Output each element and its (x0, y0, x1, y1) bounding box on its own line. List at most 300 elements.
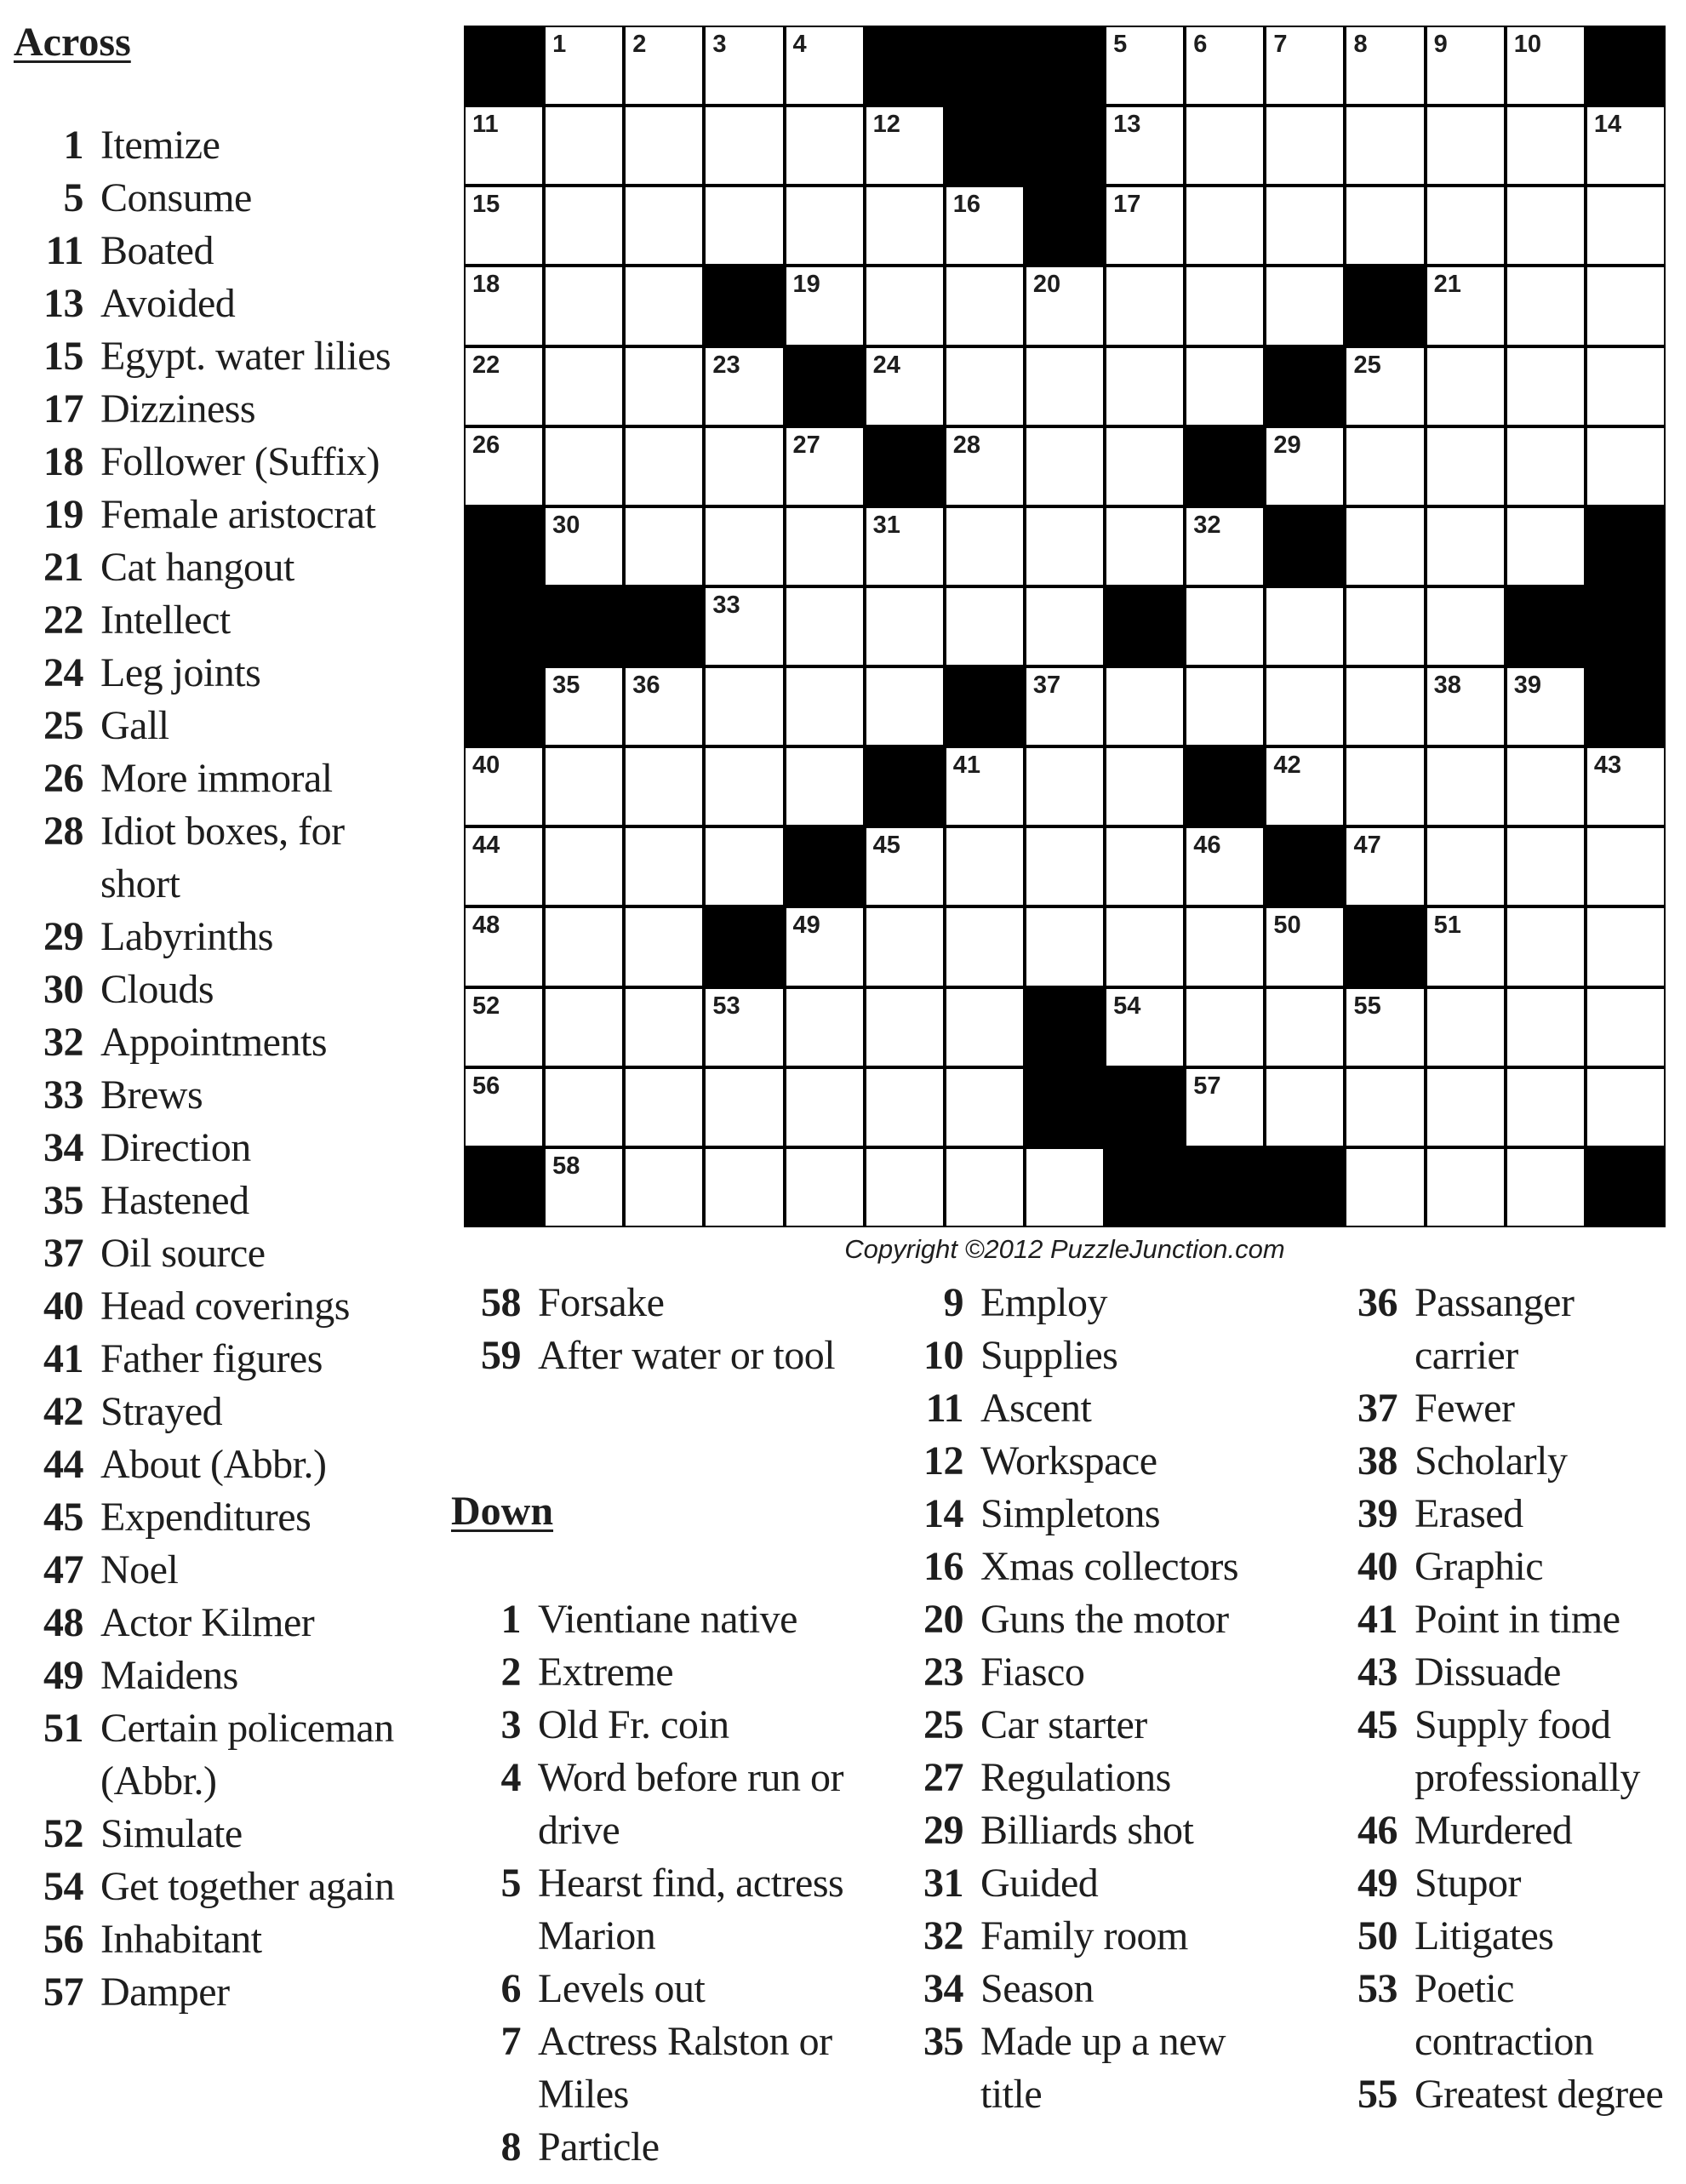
grid-cell[interactable] (1025, 426, 1105, 506)
clue-text: Car starter (980, 1702, 1147, 1747)
grid-cell[interactable] (1586, 186, 1666, 266)
grid-block (945, 666, 1025, 746)
grid-cell[interactable] (1506, 987, 1586, 1067)
cell-number: 27 (792, 431, 820, 459)
grid-cell[interactable] (464, 1067, 544, 1147)
cell-number: 11 (472, 111, 499, 139)
clue-number: 35 (923, 2019, 963, 2064)
grid-cell[interactable] (1586, 746, 1666, 826)
grid-cell[interactable] (1105, 266, 1185, 346)
grid-cell[interactable] (624, 746, 704, 826)
grid-block (1586, 506, 1666, 586)
grid-cell[interactable] (544, 26, 624, 106)
grid-cell[interactable] (1105, 746, 1185, 826)
grid-cell[interactable] (1025, 746, 1105, 826)
grid-block (1586, 1147, 1666, 1227)
cell-number: 28 (952, 431, 981, 459)
grid-cell[interactable] (1506, 746, 1586, 826)
grid-cell[interactable] (785, 906, 865, 986)
grid-cell[interactable] (704, 346, 784, 426)
grid-cell[interactable] (945, 906, 1025, 986)
grid-cell[interactable] (1265, 266, 1345, 346)
clue-item (24, 647, 424, 700)
grid-cell[interactable] (1265, 26, 1345, 106)
clue-text: Guns the motor (980, 1597, 1229, 1642)
grid-cell[interactable] (1185, 186, 1265, 266)
grid-cell[interactable] (1506, 1147, 1586, 1227)
grid-cell[interactable] (1265, 906, 1345, 986)
grid-cell[interactable] (464, 186, 544, 266)
cell-number: 15 (472, 191, 500, 219)
grid-cell[interactable] (1105, 987, 1185, 1067)
grid-cell[interactable] (1025, 266, 1105, 346)
grid-cell[interactable] (1105, 26, 1185, 106)
grid-cell[interactable] (1025, 826, 1105, 906)
grid-cell[interactable] (1265, 666, 1345, 746)
grid-cell[interactable] (544, 987, 624, 1067)
grid-cell[interactable] (1185, 1067, 1265, 1147)
clue-item (902, 1699, 1294, 1752)
grid-cell[interactable] (704, 826, 784, 906)
cell-number: 41 (952, 752, 981, 780)
clue-text: Particle (538, 2124, 660, 2170)
clue-number: 17 (43, 386, 83, 432)
grid-cell[interactable] (624, 906, 704, 986)
clue-item (24, 1227, 424, 1280)
grid-cell[interactable] (1105, 506, 1185, 586)
grid-cell[interactable] (1185, 586, 1265, 666)
cell-number: 29 (1273, 431, 1301, 459)
clue-text: Forsake (538, 1280, 665, 1325)
grid-cell[interactable] (1025, 1147, 1105, 1227)
cell-number: 52 (472, 992, 500, 1020)
clue-text: Supply food professionally (1415, 1702, 1640, 1800)
clue-number: 38 (1357, 1438, 1397, 1484)
grid-cell[interactable] (785, 1067, 865, 1147)
grid-cell[interactable] (785, 106, 865, 186)
cell-number: 47 (1353, 832, 1381, 860)
clue-item (24, 330, 424, 383)
clue-number: 11 (45, 228, 83, 273)
grid-cell[interactable] (1105, 666, 1185, 746)
grid-cell[interactable] (544, 426, 624, 506)
grid-cell[interactable] (1426, 826, 1506, 906)
clue-number: 27 (923, 1755, 963, 1800)
clue-text: Actress Ralston or Miles (538, 2019, 832, 2117)
grid-cell[interactable] (1426, 666, 1506, 746)
grid-cell[interactable] (1345, 1147, 1425, 1227)
clue-text: Inhabitant (100, 1917, 262, 1962)
grid-cell[interactable] (945, 426, 1025, 506)
grid-cell[interactable] (1506, 666, 1586, 746)
grid-cell[interactable] (544, 826, 624, 906)
grid-cell[interactable] (624, 106, 704, 186)
cell-number: 25 (1353, 351, 1381, 379)
grid-cell[interactable] (704, 506, 784, 586)
grid-cell[interactable] (1025, 346, 1105, 426)
grid-cell[interactable] (464, 746, 544, 826)
grid-cell[interactable] (785, 186, 865, 266)
grid-cell[interactable] (1105, 426, 1185, 506)
grid-cell[interactable] (544, 666, 624, 746)
clue-item (24, 1280, 424, 1333)
grid-block (1345, 266, 1425, 346)
grid-cell[interactable] (624, 346, 704, 426)
grid-cell[interactable] (624, 266, 704, 346)
clue-number: 8 (500, 2124, 521, 2170)
grid-cell[interactable] (1426, 987, 1506, 1067)
cell-number: 43 (1593, 752, 1622, 780)
grid-cell[interactable] (785, 746, 865, 826)
cell-number: 26 (472, 431, 500, 459)
clue-text: Actor Kilmer (100, 1600, 315, 1645)
grid-cell[interactable] (865, 586, 945, 666)
grid-cell[interactable] (945, 186, 1025, 266)
clue-text: Greatest degree (1415, 2072, 1664, 2117)
grid-block (1506, 586, 1586, 666)
grid-cell[interactable] (704, 1147, 784, 1227)
grid-cell[interactable] (785, 1147, 865, 1227)
cell-number: 8 (1353, 31, 1368, 58)
grid-cell[interactable] (1426, 426, 1506, 506)
grid-cell[interactable] (1586, 987, 1666, 1067)
grid-cell[interactable] (1105, 346, 1185, 426)
grid-cell[interactable] (1506, 506, 1586, 586)
grid-cell[interactable] (1426, 186, 1506, 266)
grid-cell[interactable] (1586, 826, 1666, 906)
grid-cell[interactable] (1265, 186, 1345, 266)
clue-item (24, 594, 424, 647)
clue-text: Noel (100, 1547, 179, 1592)
grid-cell[interactable] (865, 906, 945, 986)
grid-cell[interactable] (945, 346, 1025, 426)
grid-cell[interactable] (785, 26, 865, 106)
cell-number: 30 (552, 511, 580, 539)
grid-cell[interactable] (1025, 506, 1105, 586)
grid-cell[interactable] (544, 266, 624, 346)
grid-cell[interactable] (1586, 426, 1666, 506)
clue-number: 44 (43, 1442, 83, 1487)
grid-cell[interactable] (704, 26, 784, 106)
grid-cell[interactable] (1345, 826, 1425, 906)
grid-cell[interactable] (945, 826, 1025, 906)
clue-text: Head coverings (100, 1284, 350, 1329)
grid-cell[interactable] (624, 426, 704, 506)
grid-block (785, 826, 865, 906)
grid-cell[interactable] (1345, 26, 1425, 106)
grid-cell[interactable] (464, 987, 544, 1067)
grid-cell[interactable] (865, 506, 945, 586)
grid-cell[interactable] (865, 266, 945, 346)
grid-cell[interactable] (945, 1147, 1025, 1227)
grid-cell[interactable] (1265, 106, 1345, 186)
clue-text: Erased (1415, 1491, 1523, 1536)
grid-cell[interactable] (1185, 666, 1265, 746)
grid-cell[interactable] (945, 1067, 1025, 1147)
grid-cell[interactable] (1185, 906, 1265, 986)
grid-cell[interactable] (1586, 106, 1666, 186)
grid-cell[interactable] (1105, 106, 1185, 186)
grid-cell[interactable] (865, 826, 945, 906)
cell-number: 18 (472, 271, 500, 299)
grid-cell[interactable] (1345, 426, 1425, 506)
grid-cell[interactable] (1185, 987, 1265, 1067)
grid-cell[interactable] (544, 106, 624, 186)
cell-number: 24 (872, 351, 900, 379)
grid-cell[interactable] (544, 346, 624, 426)
cell-number: 21 (1433, 271, 1461, 299)
grid-cell[interactable] (624, 26, 704, 106)
grid-cell[interactable] (1025, 666, 1105, 746)
grid-cell[interactable] (464, 266, 544, 346)
clue-item (24, 1649, 424, 1702)
grid-cell[interactable] (704, 666, 784, 746)
clue-number: 29 (43, 914, 83, 959)
grid-cell[interactable] (1345, 346, 1425, 426)
grid-cell[interactable] (1506, 186, 1586, 266)
clue-text: Boated (100, 228, 214, 273)
clue-item (460, 1699, 860, 1752)
grid-cell[interactable] (1345, 746, 1425, 826)
grid-cell[interactable] (624, 506, 704, 586)
grid-cell[interactable] (785, 666, 865, 746)
grid-block (1025, 26, 1105, 106)
grid-cell[interactable] (1025, 586, 1105, 666)
down-clue-list-continued-2 (1336, 1277, 1685, 2121)
grid-cell[interactable] (624, 186, 704, 266)
clue-item (1336, 1435, 1685, 1488)
grid-cell[interactable] (785, 987, 865, 1067)
grid-cell[interactable] (544, 186, 624, 266)
clue-text: Brews (100, 1072, 203, 1118)
grid-cell[interactable] (464, 426, 544, 506)
grid-cell[interactable] (1426, 266, 1506, 346)
grid-cell[interactable] (704, 586, 784, 666)
grid-cell[interactable] (1506, 826, 1586, 906)
grid-cell[interactable] (1586, 1067, 1666, 1147)
grid-cell[interactable] (624, 666, 704, 746)
grid-cell[interactable] (945, 506, 1025, 586)
clue-number: 13 (43, 281, 83, 326)
grid-cell[interactable] (624, 826, 704, 906)
clue-number: 37 (43, 1231, 83, 1276)
grid-cell[interactable] (945, 266, 1025, 346)
grid-cell[interactable] (1185, 26, 1265, 106)
clue-number: 34 (923, 1966, 963, 2011)
grid-cell[interactable] (624, 1067, 704, 1147)
grid-cell[interactable] (1345, 666, 1425, 746)
grid-cell[interactable] (1025, 906, 1105, 986)
grid-cell[interactable] (785, 586, 865, 666)
grid-cell[interactable] (865, 346, 945, 426)
clue-text: Extreme (538, 1649, 674, 1695)
clue-item (902, 1435, 1294, 1488)
clue-item (24, 1122, 424, 1175)
grid-cell[interactable] (945, 746, 1025, 826)
grid-cell[interactable] (1265, 746, 1345, 826)
clue-text: Consume (100, 175, 252, 220)
grid-cell[interactable] (1345, 106, 1425, 186)
grid-cell[interactable] (1426, 106, 1506, 186)
cell-number: 1 (552, 31, 567, 58)
grid-cell[interactable] (1506, 106, 1586, 186)
grid-cell[interactable] (945, 987, 1025, 1067)
clue-number: 26 (43, 756, 83, 801)
clue-number: 25 (43, 703, 83, 748)
grid-cell[interactable] (704, 746, 784, 826)
grid-block (945, 106, 1025, 186)
grid-cell[interactable] (1586, 906, 1666, 986)
down-header: Down (451, 1489, 554, 1534)
grid-cell[interactable] (1506, 1067, 1586, 1147)
clue-number: 33 (43, 1072, 83, 1118)
grid-cell[interactable] (1426, 906, 1506, 986)
grid-cell[interactable] (1185, 346, 1265, 426)
grid-cell[interactable] (544, 1147, 624, 1227)
grid-cell[interactable] (544, 1067, 624, 1147)
grid-cell[interactable] (865, 186, 945, 266)
clue-item (460, 1277, 860, 1329)
grid-cell[interactable] (1265, 586, 1345, 666)
clue-text: Labyrinths (100, 914, 273, 959)
grid-cell[interactable] (785, 426, 865, 506)
grid-block (865, 426, 945, 506)
cell-number: 44 (472, 832, 500, 860)
clue-item (902, 1910, 1294, 1963)
clue-text: Oil source (100, 1231, 266, 1276)
grid-cell[interactable] (1426, 346, 1506, 426)
grid-cell[interactable] (704, 186, 784, 266)
clue-text: Old Fr. coin (538, 1702, 729, 1747)
grid-cell[interactable] (945, 586, 1025, 666)
grid-cell[interactable] (1345, 987, 1425, 1067)
clue-number: 43 (1357, 1649, 1397, 1695)
grid-cell[interactable] (1185, 266, 1265, 346)
grid-block (1586, 26, 1666, 106)
grid-cell[interactable] (464, 906, 544, 986)
grid-cell[interactable] (464, 346, 544, 426)
clue-number: 11 (925, 1386, 963, 1431)
grid-cell[interactable] (785, 506, 865, 586)
grid-cell[interactable] (464, 826, 544, 906)
grid-cell[interactable] (865, 1067, 945, 1147)
grid-cell[interactable] (624, 1147, 704, 1227)
grid-cell[interactable] (1345, 586, 1425, 666)
clue-number: 2 (500, 1649, 521, 1695)
grid-cell[interactable] (1506, 26, 1586, 106)
grid-cell[interactable] (1586, 346, 1666, 426)
grid-block (865, 26, 945, 106)
grid-cell[interactable] (1426, 26, 1506, 106)
grid-cell[interactable] (1105, 906, 1185, 986)
grid-cell[interactable] (704, 106, 784, 186)
clue-text: Simpletons (980, 1491, 1161, 1536)
grid-cell[interactable] (544, 506, 624, 586)
grid-cell[interactable] (1345, 186, 1425, 266)
grid-cell[interactable] (1345, 1067, 1425, 1147)
grid-cell[interactable] (1506, 346, 1586, 426)
clue-number: 34 (43, 1125, 83, 1170)
grid-cell[interactable] (1586, 266, 1666, 346)
clue-item (24, 277, 424, 330)
grid-cell[interactable] (1185, 826, 1265, 906)
clue-item (24, 1386, 424, 1438)
grid-cell[interactable] (785, 266, 865, 346)
grid-cell[interactable] (1506, 906, 1586, 986)
copyright-notice: Copyright ©2012 PuzzleJunction.com (844, 1234, 1285, 1264)
grid-cell[interactable] (1506, 426, 1586, 506)
down-clue-list (460, 1593, 860, 2174)
grid-cell[interactable] (1265, 1067, 1345, 1147)
grid-cell[interactable] (865, 1147, 945, 1227)
clue-number: 57 (43, 1970, 83, 2015)
grid-cell[interactable] (624, 987, 704, 1067)
clue-item (24, 1597, 424, 1649)
clue-item (24, 1016, 424, 1069)
grid-cell[interactable] (1426, 1067, 1506, 1147)
clue-text: Certain policeman (Abbr.) (100, 1706, 394, 1804)
grid-cell[interactable] (865, 987, 945, 1067)
clue-item (24, 1966, 424, 2019)
clue-text: Damper (100, 1970, 230, 2015)
clue-text: Egypt. water lilies (100, 334, 391, 379)
clue-number: 51 (43, 1706, 83, 1751)
clue-item (1336, 1857, 1685, 1910)
clue-number: 23 (923, 1649, 963, 1695)
clue-item (902, 1963, 1294, 2015)
grid-cell[interactable] (1426, 746, 1506, 826)
grid-cell[interactable] (1426, 586, 1506, 666)
clue-text: Supplies (980, 1333, 1118, 1378)
clue-text: Itemize (100, 123, 220, 168)
grid-cell[interactable] (1265, 987, 1345, 1067)
grid-cell[interactable] (1185, 506, 1265, 586)
grid-cell[interactable] (1105, 186, 1185, 266)
grid-cell[interactable] (865, 106, 945, 186)
clue-number: 25 (923, 1702, 963, 1747)
grid-block (1185, 1147, 1265, 1227)
cell-number: 22 (472, 351, 500, 379)
grid-cell[interactable] (704, 987, 784, 1067)
cell-number: 39 (1513, 672, 1541, 700)
grid-cell[interactable] (544, 906, 624, 986)
clue-text: Cat hangout (100, 545, 294, 590)
grid-cell[interactable] (1265, 426, 1345, 506)
grid-cell[interactable] (1426, 1147, 1506, 1227)
grid-cell[interactable] (544, 746, 624, 826)
grid-cell[interactable] (1426, 506, 1506, 586)
grid-cell[interactable] (1506, 266, 1586, 346)
grid-cell[interactable] (1105, 826, 1185, 906)
clue-number: 3 (500, 1702, 521, 1747)
clue-number: 40 (1357, 1544, 1397, 1589)
clue-text: Idiot boxes, for short (100, 809, 345, 906)
grid-cell[interactable] (865, 666, 945, 746)
clue-text: Expenditures (100, 1495, 311, 1540)
grid-block (1265, 826, 1345, 906)
clue-text: Point in time (1415, 1597, 1620, 1642)
grid-cell[interactable] (1185, 106, 1265, 186)
grid-cell[interactable] (1345, 506, 1425, 586)
grid-cell[interactable] (704, 1067, 784, 1147)
across-header: Across (14, 20, 131, 65)
clue-text: Murdered (1415, 1808, 1573, 1853)
clue-item (460, 1963, 860, 2015)
grid-cell[interactable] (464, 106, 544, 186)
grid-cell[interactable] (704, 426, 784, 506)
clue-number: 58 (481, 1280, 521, 1325)
down-clue-list-continued (902, 1277, 1294, 2121)
